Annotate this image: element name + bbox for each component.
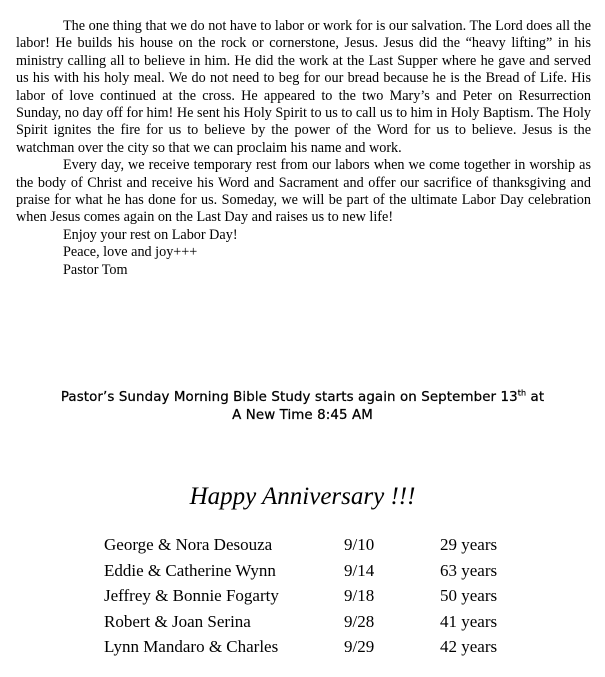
letter-closing-line: Peace, love and joy+++	[63, 244, 198, 261]
anniversary-row	[104, 611, 524, 637]
anniversary-years: 29 years	[440, 535, 498, 554]
anniversary-row	[104, 636, 524, 662]
letter-paragraph: The one thing that we do not have to labor or work for is our salvation. The Lord does all the labor! He builds his house on the rock or cornerstone, Jesus. Jesus did the “heavy lifting” in his ministry calling all to believe in him. He did the work at the Last Supper where he gave and served us his with his holy meal. We do not need to beg for our bread because he is the Bread of Life. His labor of love continued at the cross. He appeared to the two Mary’s and Peter on Resurrection Sunday, no day off for him! He sent his Holy Spirit to us to call us to him in Holy Baptism. The Holy Spirit ignites the fire for us to believe by the power of the Word for us to believe. Jesus is the watchman over the city so that we can proclaim his name and work.	[16, 18, 591, 156]
anniversary-date: 9/29	[344, 637, 375, 656]
notice-text: Pastor’s Sunday Morning Bible Study starts again on September 13	[60, 390, 518, 405]
couple-names: Lynn Mandaro & Charles	[104, 637, 279, 656]
pastor-letter	[16, 18, 591, 279]
anniversary-date: 9/18	[344, 586, 375, 605]
notice-superscript: th	[517, 388, 527, 398]
anniversary-row	[104, 534, 524, 560]
letter-paragraph: Every day, we receive temporary rest from our labors when we come together in worship as the body of Christ and receive his Word and Sacrament and offer our sacrifice of thanksgiving and praise for what he has done for us. Someday, we will be part of the ultimate Labor Day celebration when Jesus comes again on the Last Day and raises us to new life!	[16, 157, 591, 226]
couple-names: Eddie & Catherine Wynn	[104, 560, 276, 580]
anniversary-row	[104, 585, 524, 611]
notice-line-1	[0, 389, 605, 407]
anniversary-years: 50 years	[440, 586, 498, 605]
anniversary-years: 41 years	[440, 611, 498, 631]
anniversary-date: 9/14	[344, 560, 375, 580]
notice-line-2: A New Time 8:45 AM	[232, 408, 373, 423]
anniversary-date: 9/28	[344, 611, 375, 631]
couple-names: Robert & Joan Serina	[104, 611, 251, 631]
letter-signature: Pastor Tom	[63, 261, 128, 278]
anniversary-years: 42 years	[440, 637, 498, 656]
anniversary-years: 63 years	[440, 560, 498, 580]
letter-closing-line: Enjoy your rest on Labor Day!	[63, 226, 238, 243]
couple-names: Jeffrey & Bonnie Fogarty	[104, 586, 279, 605]
anniversary-list	[104, 534, 524, 662]
anniversary-row	[104, 560, 524, 586]
notice-text: at	[526, 390, 545, 405]
couple-names: George & Nora Desouza	[104, 535, 273, 554]
bible-study-notice	[0, 389, 605, 425]
anniversary-date: 9/10	[344, 535, 375, 554]
anniversary-title: Happy Anniversary !!!	[189, 483, 416, 510]
